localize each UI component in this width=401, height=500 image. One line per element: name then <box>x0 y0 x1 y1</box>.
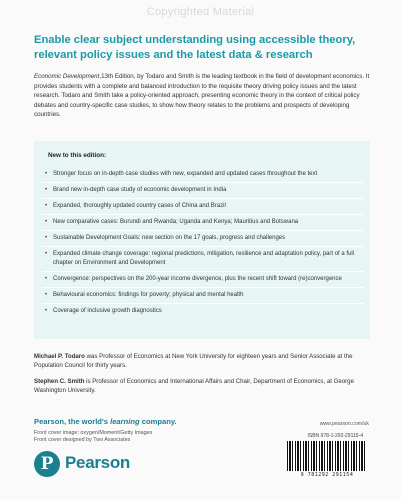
barcode-icon <box>287 441 367 471</box>
list-item: • Coverage of inclusive growth diagnostics <box>42 304 364 319</box>
list-item: • Stronger focus on in-depth case studies with new, expanded and updated cases throughout the text <box>42 167 364 183</box>
author-name: Stephen C. Smith <box>34 378 85 385</box>
list-item: • Expanded, thoroughly updated country cases of China and Brazil <box>42 199 364 215</box>
credit-image: Front cover image: oxygen/Moment/Getty Images <box>34 430 153 436</box>
author-text: is Professor of Economics and International Affairs and Chair, Department of Economics, at George Washington University. <box>34 378 354 395</box>
logo-wordmark: Pearson <box>65 453 130 472</box>
list-item: • Sustainable Development Goals: new section on the 17 goals, progress and challenges <box>42 231 364 247</box>
list-item: • New comparative cases: Burundi and Rwanda; Uganda and Kenya; Mauritius and Botswana <box>42 215 364 231</box>
intro-text: ,13th Edition, by Todaro and Smith is the leading textbook in the field of development economics. It provides students with a complete and balanced introduction to the requisite theory driving policy issues and the latest research. Todaro and Smith take a policy-oriented approach, presenting economic theory in the context of critical policy debates and country-specific case studies, to show how theory relates to the problems and prospects of developing countries. <box>34 73 370 119</box>
watermark: Copyrighted Material <box>146 6 255 18</box>
tagline-emphasis: learning <box>110 417 140 426</box>
author-text: was Professor of Economics at New York University for eighteen years and Senior Associate at the Population Council for thirty years. <box>34 353 353 370</box>
edition-title: New to this edition: <box>48 152 107 159</box>
list-item: • Expanded climate change coverage: regional predictions, mitigation, resilience and adaptation policy, part of a full chapter on Environment and Development <box>42 247 364 272</box>
pearson-logo-icon <box>34 451 60 477</box>
isbn: ISBN 978-1-292-29115-4 <box>307 433 363 439</box>
pearson-logo <box>34 451 144 477</box>
cover-credits <box>34 430 152 445</box>
author-name: Michael P. Todaro <box>34 353 85 360</box>
tagline-suffix: company. <box>139 417 177 426</box>
list-item: • Behavioural economics: findings for poverty; physical and mental health <box>42 288 364 304</box>
list-item: • Convergence: perspectives on the 200-year income divergence, plus the recent shift toward (re)convergence <box>42 272 364 288</box>
list-item: • Brand new in-depth case study of economic development in India <box>42 183 364 199</box>
tagline-prefix: Pearson, the world's <box>34 417 111 426</box>
intro-paragraph <box>34 72 370 120</box>
book-title: Economic Development <box>34 73 100 80</box>
publisher-tagline <box>34 417 177 426</box>
logo-letter: P <box>40 454 54 474</box>
publisher-url: www.pearson.com/uk <box>319 421 369 427</box>
new-edition-box <box>34 141 370 339</box>
barcode-number: 9 781292 291154 <box>300 472 354 478</box>
author-bio-smith <box>34 377 370 396</box>
edition-list <box>42 167 364 319</box>
credit-design: Front cover designed by Two Associates <box>34 437 131 444</box>
headline: Enable clear subject understanding using accessible theory, relevant policy issues and the latest data & research <box>34 34 356 61</box>
author-bio-todaro <box>34 352 370 371</box>
